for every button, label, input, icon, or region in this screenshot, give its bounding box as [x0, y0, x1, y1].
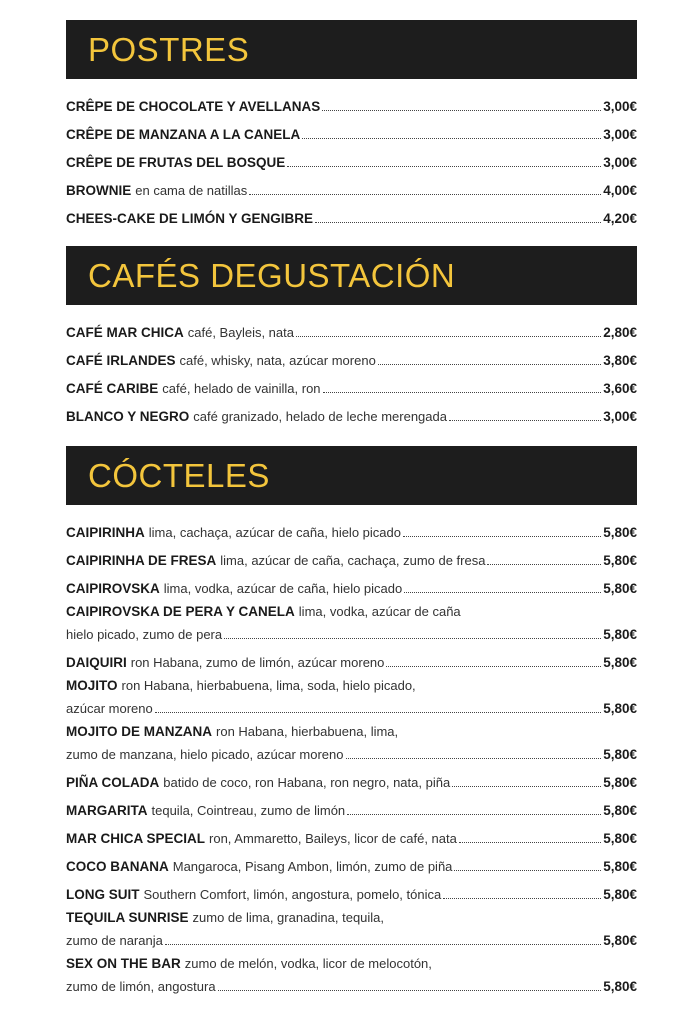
item-price: 5,80€ [603, 932, 637, 948]
item-name: TEQUILA SUNRISE [66, 909, 189, 925]
menu-item [66, 796, 637, 824]
item-name: CAIPIRINHA [66, 524, 145, 540]
menu-item [66, 318, 637, 346]
dot-leader [378, 364, 601, 365]
item-name: CAIPIRINHA DE FRESA [66, 552, 217, 568]
item-price: 5,80€ [603, 886, 637, 902]
item-line [66, 92, 637, 120]
item-price: 5,80€ [603, 830, 637, 846]
menu-item [66, 880, 637, 908]
dot-leader [346, 758, 602, 759]
item-list [66, 92, 637, 232]
menu-item [66, 954, 637, 1000]
item-name: CAIPIROVSKA [66, 580, 160, 596]
item-price: 5,80€ [603, 524, 637, 540]
item-description: zumo de naranja [66, 932, 163, 948]
item-line [66, 908, 637, 926]
item-description: Southern Comfort, limón, angostura, pomelo, tónica [143, 886, 442, 902]
item-price: 5,80€ [603, 978, 637, 994]
menu-item [66, 722, 637, 768]
item-line [66, 740, 637, 768]
menu-item [66, 120, 637, 148]
dot-leader [218, 990, 602, 991]
item-line [66, 176, 637, 204]
section-title: CÓCTELES [66, 446, 637, 505]
menu-item [66, 92, 637, 120]
item-price: 5,80€ [603, 552, 637, 568]
item-price: 5,80€ [603, 654, 637, 670]
item-price: 4,00€ [603, 182, 637, 198]
item-name: CHEES-CAKE DE LIMÓN Y GENGIBRE [66, 210, 314, 226]
item-name: CAFÉ MAR CHICA [66, 324, 184, 340]
item-description: lima, cachaça, azúcar de caña, hielo picado [148, 524, 401, 540]
item-name: MAR CHICA SPECIAL [66, 830, 206, 846]
item-price: 5,80€ [603, 774, 637, 790]
item-description: café granizado, helado de leche merengada [193, 408, 447, 424]
item-line [66, 648, 637, 676]
item-description: lima, azúcar de caña, cachaça, zumo de fresa [220, 552, 486, 568]
item-line [66, 120, 637, 148]
menu-item [66, 602, 637, 648]
item-line [66, 574, 637, 602]
menu-item [66, 852, 637, 880]
menu-item [66, 148, 637, 176]
item-description: ron Habana, hierbabuena, lima, [216, 723, 399, 739]
item-list [66, 518, 637, 1000]
item-line [66, 620, 637, 648]
item-name: BROWNIE [66, 182, 132, 198]
dot-leader [459, 842, 601, 843]
item-description: café, Bayleis, nata [187, 324, 294, 340]
item-name: CAIPIROVSKA DE PERA Y CANELA [66, 603, 295, 619]
item-price: 4,20€ [603, 210, 637, 226]
item-line [66, 852, 637, 880]
item-name: CRÊPE DE FRUTAS DEL BOSQUE [66, 154, 286, 170]
item-price: 5,80€ [603, 746, 637, 762]
item-price: 3,80€ [603, 352, 637, 368]
item-line [66, 722, 637, 740]
menu-item [66, 676, 637, 722]
item-line [66, 676, 637, 694]
menu-item [66, 374, 637, 402]
dot-leader [322, 110, 601, 111]
dot-leader [165, 944, 601, 945]
item-description: en cama de natillas [135, 182, 248, 198]
section-cafes [66, 246, 637, 430]
item-line [66, 768, 637, 796]
item-description: hielo picado, zumo de pera [66, 626, 223, 642]
dot-leader [287, 166, 601, 167]
item-name: MOJITO DE MANZANA [66, 723, 213, 739]
item-line [66, 602, 637, 620]
dot-leader [386, 666, 601, 667]
item-line [66, 926, 637, 954]
item-name: CRÊPE DE CHOCOLATE Y AVELLANAS [66, 98, 321, 114]
item-name: COCO BANANA [66, 858, 169, 874]
dot-leader [224, 638, 601, 639]
dot-leader [452, 786, 601, 787]
item-name: PIÑA COLADA [66, 774, 160, 790]
item-description: zumo de limón, angostura [66, 978, 216, 994]
dot-leader [249, 194, 601, 195]
item-line [66, 148, 637, 176]
section-title: CAFÉS DEGUSTACIÓN [66, 246, 637, 305]
item-name: DAIQUIRI [66, 654, 127, 670]
menu-item [66, 518, 637, 546]
item-line [66, 880, 637, 908]
item-price: 5,80€ [603, 858, 637, 874]
item-line [66, 346, 637, 374]
item-description: azúcar moreno [66, 700, 153, 716]
item-description: ron, Ammaretto, Baileys, licor de café, nata [209, 830, 457, 846]
item-line [66, 824, 637, 852]
menu-item [66, 648, 637, 676]
item-line [66, 796, 637, 824]
item-description: ron Habana, hierbabuena, lima, soda, hielo picado, [121, 677, 416, 693]
item-price: 3,00€ [603, 408, 637, 424]
item-price: 5,80€ [603, 580, 637, 596]
item-description: batido de coco, ron Habana, ron negro, nata, piña [163, 774, 451, 790]
dot-leader [449, 420, 601, 421]
item-description: ron Habana, zumo de limón, azúcar moreno [130, 654, 385, 670]
item-list [66, 318, 637, 430]
item-description: zumo de manzana, hielo picado, azúcar moreno [66, 746, 344, 762]
item-price: 5,80€ [603, 626, 637, 642]
item-price: 3,00€ [603, 98, 637, 114]
dot-leader [443, 898, 601, 899]
menu-item [66, 908, 637, 954]
dot-leader [296, 336, 601, 337]
dot-leader [347, 814, 601, 815]
dot-leader [323, 392, 602, 393]
item-price: 3,60€ [603, 380, 637, 396]
item-name: LONG SUIT [66, 886, 140, 902]
item-line [66, 204, 637, 232]
item-name: MOJITO [66, 677, 118, 693]
dot-leader [487, 564, 601, 565]
item-name: CAFÉ CARIBE [66, 380, 159, 396]
dot-leader [454, 870, 601, 871]
dot-leader [315, 222, 601, 223]
item-price: 2,80€ [603, 324, 637, 340]
item-description: zumo de melón, vodka, licor de melocotón, [184, 955, 432, 971]
menu-item [66, 346, 637, 374]
item-name: MARGARITA [66, 802, 148, 818]
dot-leader [302, 138, 601, 139]
dot-leader [404, 592, 601, 593]
item-description: tequila, Cointreau, zumo de limón [151, 802, 346, 818]
item-line [66, 518, 637, 546]
item-price: 5,80€ [603, 700, 637, 716]
item-price: 3,00€ [603, 154, 637, 170]
section-postres [66, 20, 637, 232]
item-price: 3,00€ [603, 126, 637, 142]
item-line [66, 694, 637, 722]
item-line [66, 374, 637, 402]
dot-leader [403, 536, 601, 537]
section-title: POSTRES [66, 20, 637, 79]
item-price: 5,80€ [603, 802, 637, 818]
item-line [66, 402, 637, 430]
item-line [66, 546, 637, 574]
menu-item [66, 768, 637, 796]
item-description: zumo de lima, granadina, tequila, [192, 909, 385, 925]
menu-item [66, 824, 637, 852]
item-description: café, whisky, nata, azúcar moreno [179, 352, 376, 368]
item-name: CRÊPE DE MANZANA A LA CANELA [66, 126, 301, 142]
menu-item [66, 176, 637, 204]
menu-item [66, 574, 637, 602]
menu-item [66, 204, 637, 232]
item-name: BLANCO Y NEGRO [66, 408, 190, 424]
item-line [66, 972, 637, 1000]
item-line [66, 318, 637, 346]
item-description: lima, vodka, azúcar de caña, hielo picado [163, 580, 403, 596]
menu-item [66, 546, 637, 574]
item-line [66, 954, 637, 972]
item-name: CAFÉ IRLANDES [66, 352, 176, 368]
item-description: Mangaroca, Pisang Ambon, limón, zumo de piña [172, 858, 453, 874]
dot-leader [155, 712, 601, 713]
item-description: café, helado de vainilla, ron [162, 380, 321, 396]
menu-item [66, 402, 637, 430]
item-name: SEX ON THE BAR [66, 955, 181, 971]
section-cocteles [66, 446, 637, 1000]
item-description: lima, vodka, azúcar de caña [298, 603, 461, 619]
